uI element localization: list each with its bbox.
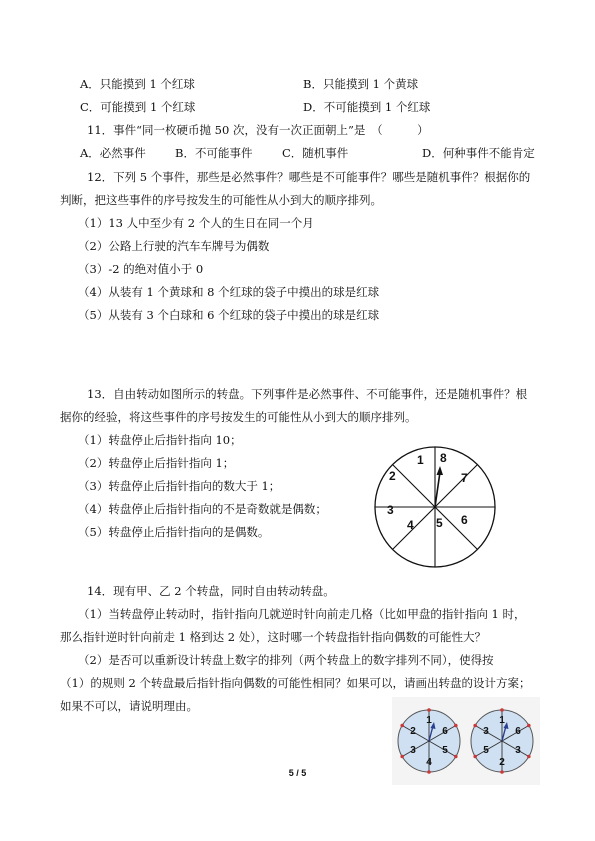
spinner-number: 2 [389,469,396,483]
spinner-divider [393,507,435,549]
spinner-a-number: 6 [442,726,448,737]
q13-stem-line-1: 13．自由转动如图所示的转盘。下列事件是必然事件、不可能事件，还是随机事件？根 [87,387,528,401]
spinner-a-number: 2 [410,726,416,737]
spinner-number: 3 [387,503,394,517]
rim-dot [400,755,404,759]
spinner-number: 1 [417,453,424,467]
q13-item-1: （1）转盘停止后指针指向 10； [78,433,242,447]
spinner-b-number: 5 [483,745,489,756]
spinner-a-number: 1 [426,715,432,726]
q10-option-c: C．可能摸到 1 个红球 [80,100,196,114]
rim-dot [400,724,404,728]
q11-option-b: B．不可能事件 [175,146,253,160]
q11-stem: 11．事件“同一枚硬币抛 50 次，没有一次正面朝上”是 （ ） [87,123,429,137]
q12-item-2: （2）公路上行驶的汽车车牌号为偶数 [78,239,270,253]
rim-dot [500,708,504,712]
q13-stem-line-2: 据你的经验，将这些事件的序号按发生的可能性从小到大的顺序排列。 [60,410,417,424]
q12-stem-line-1: 12．下列 5 个事件，那些是必然事件？哪些是不可能事件？哪些是随机事件？根据你的 [87,170,531,184]
spinner-number: 5 [436,516,443,530]
rim-dot [454,755,458,759]
spinner-pointer [435,472,440,507]
spinner-b-number: 3 [515,745,521,756]
q13-spinner-figure [370,442,500,572]
spinner-a-number: 5 [442,745,448,756]
q12-item-5: （5）从装有 3 个白球和 6 个红球的袋子中摸出的球是红球 [78,308,380,322]
rim-dot [454,724,458,728]
spinner-divider [393,465,435,507]
q14-part2-line-2: （1）的规则 2 个转盘最后指针指向偶数的可能性相同？如果可以，请画出转盘的设计方案； [60,676,531,690]
q12-item-3: （3）-2 的绝对值小于 0 [78,262,204,276]
q13-item-4: （4）转盘停止后指针指向的不是奇数就是偶数； [78,502,327,516]
spinner-number: 7 [461,471,468,485]
rim-dot [527,724,531,728]
spinner-number: 4 [407,518,414,532]
spinner-b-number: 6 [515,726,521,737]
rim-dot [473,755,477,759]
q10-option-b: B．只能摸到 1 个黄球 [303,77,419,91]
q14-part1-line-2: 那么指针逆时针向前走 1 格到达 2 处），这时哪一个转盘指针指向偶数的可能性大？ [60,630,487,644]
q13-item-2: （2）转盘停止后指针指向 1； [78,456,235,470]
q13-item-3: （3）转盘停止后指针指向的数大于 1； [78,479,281,493]
page-number: 5 / 5 [288,768,307,778]
q13-item-5: （5）转盘停止后指针指向的是偶数。 [78,525,270,539]
q11-option-c: C．随机事件 [282,146,349,160]
q11-option-a: A．必然事件 [80,146,146,160]
q12-stem-line-2: 判断，把这些事件的序号按发生的可能性从小到大的顺序排列。 [60,193,382,207]
q11-option-d: D．何种事件不能肯定 [422,146,535,160]
q10-option-d: D．不可能摸到 1 个红球 [303,100,431,114]
rim-dot [527,755,531,759]
q14-part1-line-1: （1）当转盘停止转动时，指针指向几就逆时针向前走几格（比如甲盘的指针指向 1 时， [78,607,526,621]
q14-part2-line-3: 如果不可以，请说明理由。 [60,699,198,713]
q12-item-4: （4）从装有 1 个黄球和 8 个红球的袋子中摸出的球是红球 [78,285,380,299]
q12-item-1: （1）13 人中至少有 2 个人的生日在同一个月 [78,216,314,230]
spinner-number: 6 [461,513,468,527]
q10-option-a: A．只能摸到 1 个红球 [80,77,195,91]
spinner-a-number: 3 [410,745,416,756]
spinner-a-number: 4 [426,757,432,768]
spinner-b-number: 3 [483,726,489,737]
spinner-b-number: 2 [499,757,505,768]
spinner-number: 8 [440,451,447,465]
rim-dot [473,724,477,728]
q14-stem: 14．现有甲、乙 2 个转盘，同时自由转动转盘。 [87,584,335,598]
q14-part2-line-1: （2）是否可以重新设计转盘上数字的排列（两个转盘上的数字排列不同），使得按 [78,653,494,667]
rim-dot [427,708,431,712]
pointer-arrowhead [437,466,444,475]
spinner-b-number: 1 [499,715,505,726]
